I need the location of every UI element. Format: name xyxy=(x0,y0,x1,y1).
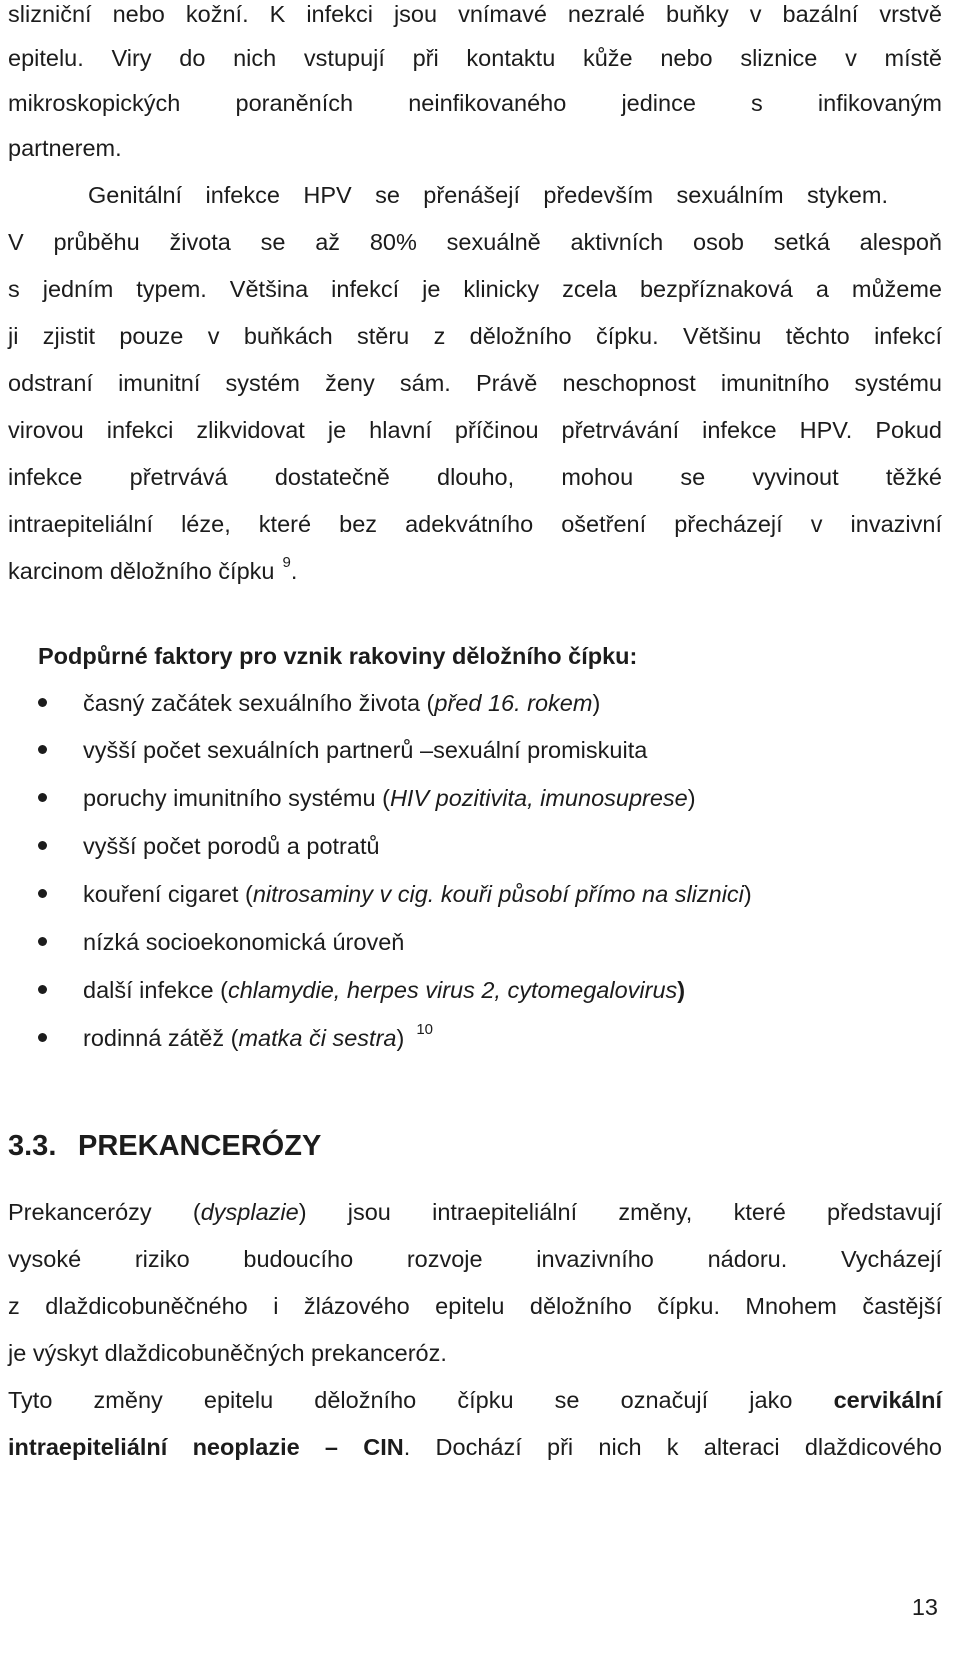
item-end: ) xyxy=(743,881,752,907)
paragraph-line xyxy=(8,1190,942,1234)
bullet-icon xyxy=(38,841,47,850)
paragraph-line: infekce přetrvává dostatečně dlouho, mohou se vyvinout těžké xyxy=(8,464,942,490)
item-text: vyšší počet porodů a potratů xyxy=(83,833,380,859)
item-text: rodinná zátěž ( xyxy=(83,1025,239,1051)
item-end: ) xyxy=(677,977,686,1003)
item-end: ) xyxy=(396,1025,405,1051)
line-text: . Dochází při nich k alteraci dlaždicového xyxy=(403,1434,942,1460)
list-item xyxy=(38,824,942,868)
item-italic: před 16. rokem xyxy=(434,690,593,716)
bullet-icon xyxy=(38,1033,47,1042)
line-text: Tyto změny epitelu děložního čípku se označují jako xyxy=(8,1387,793,1413)
item-italic: nitrosaminy v cig. kouři působí přímo na sliznici xyxy=(252,881,744,907)
item-text: nízká socioekonomická úroveň xyxy=(83,929,405,955)
paragraph-line: z dlaždicobuněčného i žlázového epitelu děložního čípku. Mnohem častější xyxy=(8,1293,942,1319)
paragraph-line: odstraní imunitní systém ženy sám. Právě neschopnost imunitního systému xyxy=(8,370,942,396)
paragraph-line: Genitální infekce HPV se přenášejí především sexuálním stykem. xyxy=(88,182,888,208)
list-item xyxy=(38,920,942,964)
item-text: vyšší počet sexuálních partnerů –sexuální promiskuita xyxy=(83,737,648,763)
paragraph-line: je výskyt dlaždicobuněčných prekanceróz. xyxy=(8,1340,447,1366)
paragraph-line: vysoké riziko budoucího rozvoje invazivního nádoru. Vycházejí xyxy=(8,1246,942,1272)
bullet-icon xyxy=(38,889,47,898)
paragraph-line: epitelu. Viry do nich vstupují při kontaktu kůže nebo sliznice v místě xyxy=(8,45,942,71)
bullet-icon xyxy=(38,745,47,754)
item-text: další infekce ( xyxy=(83,977,228,1003)
section-number: 3.3. xyxy=(8,1130,57,1162)
bullet-icon xyxy=(38,985,47,994)
paragraph-line xyxy=(8,1378,942,1422)
line-text: Prekancerózy ( xyxy=(8,1199,201,1225)
section-title: PREKANCERÓZY xyxy=(78,1130,322,1162)
paragraph-line: ji zjistit pouze v buňkách stěru z děložního čípku. Většinu těchto infekcí xyxy=(8,323,942,349)
list-item xyxy=(38,968,942,1012)
list-item xyxy=(38,681,942,725)
paragraph-line: partnerem. xyxy=(8,135,122,161)
paragraph-line: s jedním typem. Většina infekcí je klinicky zcela bezpříznaková a můžeme xyxy=(8,276,942,302)
line-end: . xyxy=(290,558,298,584)
bullet-icon xyxy=(38,698,47,707)
item-italic: matka či sestra xyxy=(238,1025,397,1051)
paragraph-line: mikroskopických poraněních neinfikovaného jedince s infikovaným xyxy=(8,90,942,116)
item-italic: HIV pozitivita, imunosuprese xyxy=(389,785,688,811)
list-item xyxy=(38,872,942,916)
line-italic: dysplazie xyxy=(200,1199,299,1225)
citation-number: 10 xyxy=(416,1021,433,1038)
item-end: ) xyxy=(687,785,696,811)
paragraph-line xyxy=(8,549,942,593)
line-bold: intraepiteliální neoplazie – CIN xyxy=(8,1434,404,1460)
list-item xyxy=(38,1016,942,1060)
paragraph-line xyxy=(8,1425,942,1469)
bullet-icon xyxy=(38,937,47,946)
list-item xyxy=(38,776,942,820)
paragraph-line: slizniční nebo kožní. K infekci jsou vnímavé nezralé buňky v bazální vrstvě xyxy=(8,1,942,27)
item-italic: chlamydie, herpes virus 2, cytomegalovirus xyxy=(227,977,678,1003)
paragraph-line: V průběhu života se až 80% sexuálně aktivních osob setká alespoň xyxy=(8,229,942,255)
citation-number: 9 xyxy=(282,554,291,571)
item-end: ) xyxy=(592,690,601,716)
line-bold: cervikální xyxy=(833,1387,943,1413)
section-heading xyxy=(8,1124,321,1168)
risk-factors-heading: Podpůrné faktory pro vznik rakoviny děložního čípku: xyxy=(38,643,638,669)
bullet-icon xyxy=(38,793,47,802)
page-number: 13 xyxy=(911,1594,938,1620)
item-text: časný začátek sexuálního života ( xyxy=(83,690,435,716)
item-text: poruchy imunitního systému ( xyxy=(83,785,390,811)
paragraph-line: virovou infekci zlikvidovat je hlavní příčinou přetrvávání infekce HPV. Pokud xyxy=(8,417,942,443)
line-text: ) jsou intraepiteliální změny, které představují xyxy=(298,1199,942,1225)
list-item xyxy=(38,728,942,772)
line-text: karcinom děložního čípku xyxy=(8,558,275,584)
paragraph-line: intraepiteliální léze, které bez adekvátního ošetření přecházejí v invazivní xyxy=(8,511,942,537)
item-text: kouření cigaret ( xyxy=(83,881,253,907)
